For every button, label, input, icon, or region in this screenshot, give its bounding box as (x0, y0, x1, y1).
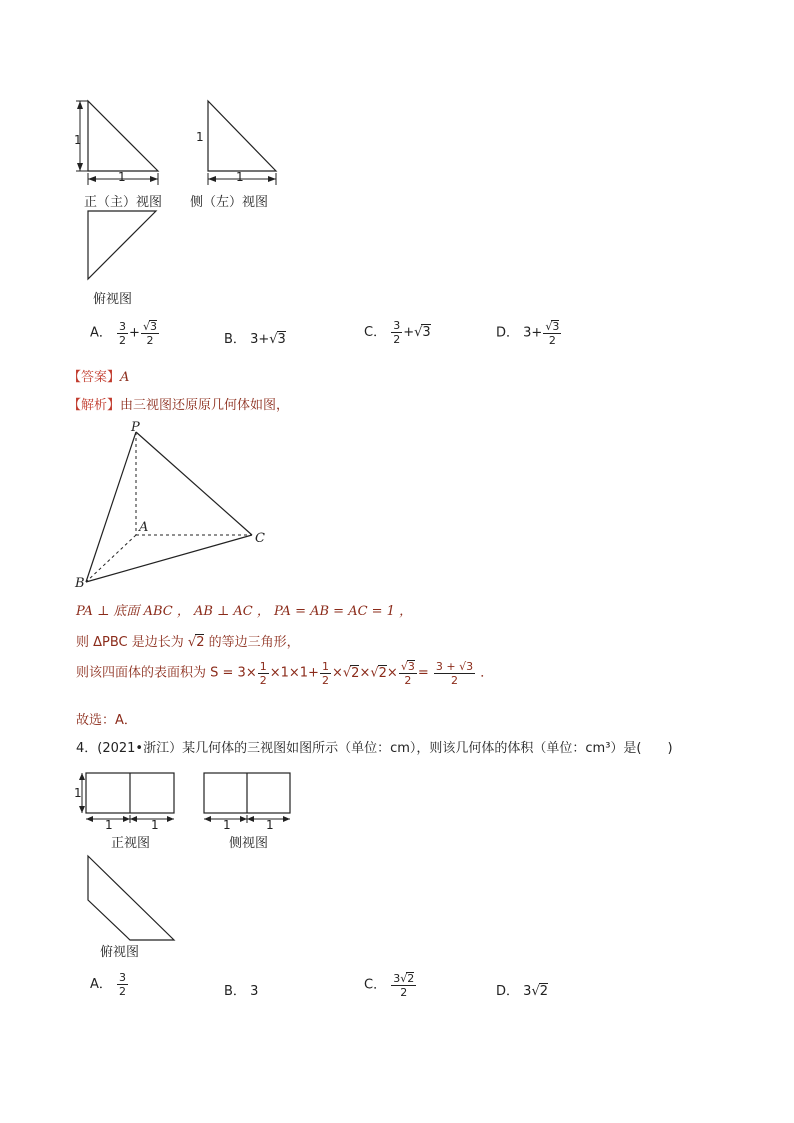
q3-choice-b[interactable]: B． 3+√3 (224, 332, 286, 347)
q4-choice-a[interactable]: A． $\frac{3}{2}$ (90, 971, 127, 998)
point-b-label: B (75, 576, 85, 591)
q4-choice-d[interactable]: D． 3√2 (496, 984, 549, 999)
q4-front-view (74, 770, 184, 830)
q4-choice-c[interactable]: C． $\frac{3√2}{2}$ (364, 972, 415, 999)
q3-top-view-label: 俯视图 (93, 292, 133, 307)
q3-side-dim-vertical: 1 (196, 130, 204, 144)
q3-side-view-label: 侧（左）视图 (190, 195, 269, 210)
q3-choice-d[interactable]: D． 3+ $\frac{√3}{2}$ (496, 320, 560, 347)
q3-front-dim-horizontal: 1 (118, 170, 126, 184)
q4-front-view-label: 正视图 (111, 836, 151, 851)
q3-side-dim-horizontal: 1 (236, 170, 244, 184)
q4-stem: 4．(2021•浙江）某几何体的三视图如图所示（单位：cm），则该几何体的体积（单位：cm³）是( ) (76, 741, 673, 756)
q4-front-dim-vertical: 1 (74, 786, 82, 800)
point-c-label: C (255, 531, 265, 546)
q4-front-dim-right: 1 (151, 818, 159, 832)
q3-choice-a[interactable]: A． $\frac{3}{2}$ + $\frac{√3}{2}$ (90, 319, 157, 347)
q4-side-dim-right: 1 (266, 818, 274, 832)
q4-choice-b[interactable]: B． 3 (224, 984, 259, 999)
q3-front-dim-vertical: 1 (74, 133, 82, 147)
q3-conclusion: 故选：A． (76, 713, 137, 728)
q3-tetrahedron-figure (70, 420, 280, 595)
q3-solution-line3: 则该四面体的表面积为 S = 3× $\frac{1}{2}$ ×1×1+ $\frac{1}{2}$ ×√2×√2× $\frac{√3}{2}$ = $\frac{3 + √3}{2}$ ． (76, 659, 494, 687)
q4-side-view-label: 侧视图 (229, 836, 269, 851)
q3-front-view-label: 正（主）视图 (84, 195, 163, 210)
q3-analysis-intro: 【解析】由三视图还原原几何体如图， (68, 398, 290, 413)
q4-side-view (200, 770, 300, 830)
q3-solution-line2: 则 ΔPBC 是边长为 √2 的等边三角形， (76, 635, 300, 650)
q4-front-dim-left: 1 (105, 818, 113, 832)
point-p-label: P (131, 420, 140, 435)
q4-top-view-label: 俯视图 (100, 945, 140, 960)
point-a-label: A (139, 520, 149, 535)
q4-top-view (80, 850, 180, 945)
q3-top-view (80, 205, 165, 285)
q3-solution-line1: PA ⊥ 底面 ABC ， AB ⊥ AC ， PA = AB = AC = 1 ， (76, 604, 413, 619)
q3-choice-c[interactable]: C． $\frac{3}{2}$ +√3 (364, 319, 431, 346)
q4-side-dim-left: 1 (223, 818, 231, 832)
q3-answer: 【答案】A (68, 370, 130, 385)
